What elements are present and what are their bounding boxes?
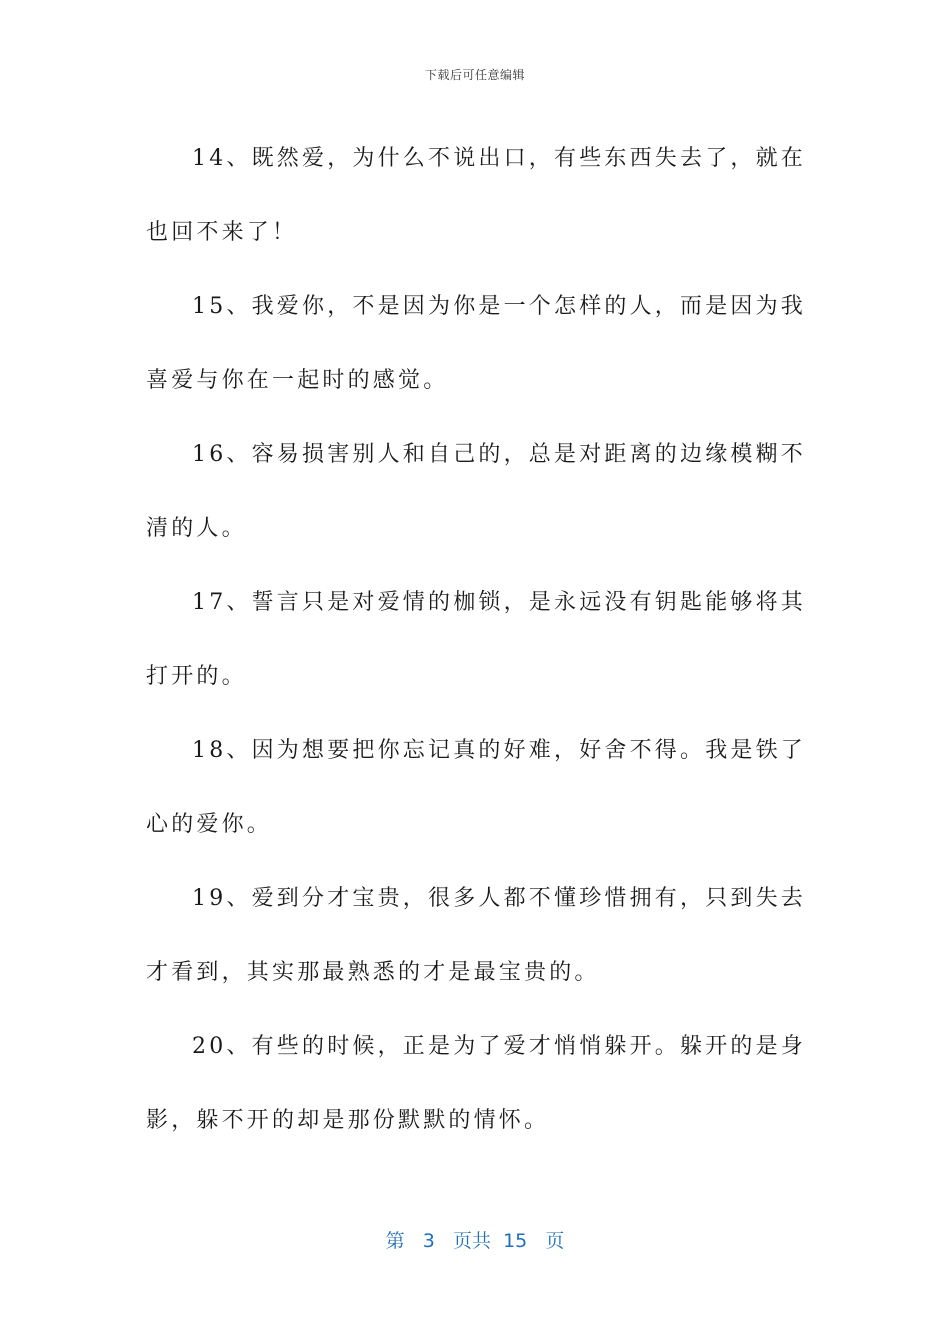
total-pages-number: 15 — [503, 1230, 528, 1252]
header-text: 下载后可任意编辑 — [424, 68, 525, 82]
footer-suffix: 页 — [545, 1230, 565, 1252]
page-header — [0, 66, 950, 83]
document-body — [146, 122, 806, 1158]
paragraph-15: 15、我爱你，不是因为你是一个怎样的人，而是因为我喜爱与你在一起时的感觉。 — [146, 294, 806, 393]
paragraph-17: 17、誓言只是对爱情的枷锁，是永远没有钥匙能够将其打开的。 — [146, 590, 806, 689]
footer-prefix: 第 — [385, 1230, 405, 1252]
page-footer — [0, 1226, 950, 1253]
paragraph-20: 20、有些的时候，正是为了爱才悄悄躲开。躲开的是身影，躲不开的却是那份默默的情怀。 — [146, 1034, 806, 1133]
current-page-number: 3 — [422, 1230, 435, 1252]
paragraph-18: 18、因为想要把你忘记真的好难，好舍不得。我是铁了心的爱你。 — [146, 738, 806, 837]
paragraph-14: 14、既然爱，为什么不说出口，有些东西失去了，就在也回不来了！ — [146, 146, 806, 245]
paragraph-19: 19、爱到分才宝贵，很多人都不懂珍惜拥有，只到失去才看到，其实那最熟悉的才是最宝贵的。 — [146, 886, 806, 985]
footer-middle: 页共 — [452, 1230, 491, 1252]
paragraph-16: 16、容易损害别人和自己的，总是对距离的边缘模糊不清的人。 — [146, 442, 806, 541]
